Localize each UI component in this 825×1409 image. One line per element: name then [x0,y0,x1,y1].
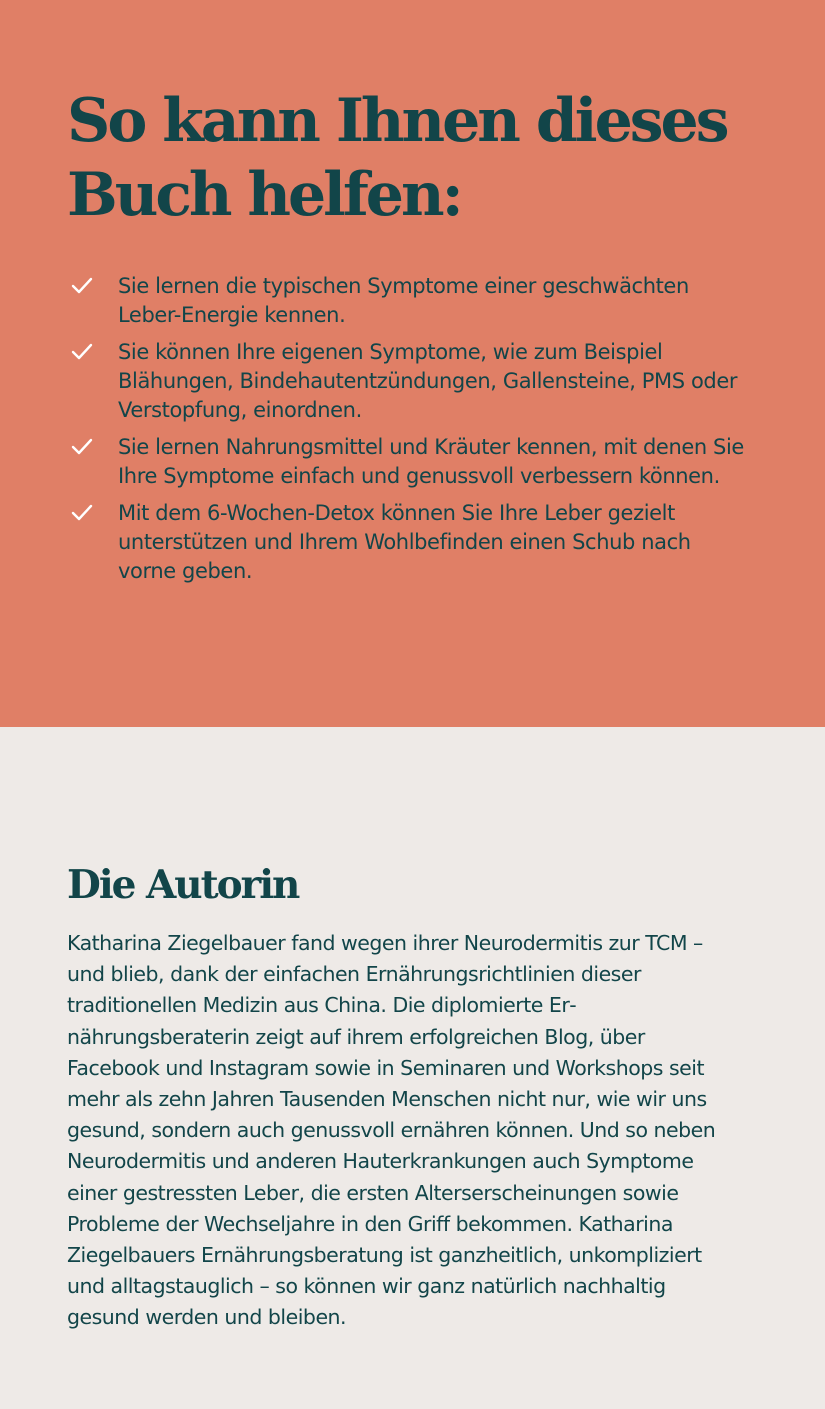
check-icon [71,342,93,362]
author-heading: Die Autorin [67,862,299,908]
list-item [67,433,747,491]
list-item-text: Sie können Ihre eigenen Symptome, wie zum Beispiel Blähungen, Bindehautentzündungen, Gallensteine, PMS oder Verstopfung, einordnen. [118,340,738,422]
list-item-text: Sie lernen Nahrungsmittel und Kräuter kennen, mit denen Sie Ihre Symptome einfach und genussvoll verbessern können. [118,435,744,488]
benefits-heading: So kann Ihnen dieses Buch helfen: [67,86,727,230]
list-item-text: Mit dem 6-Wochen-Detox können Sie Ihre Leber gezielt unterstützen und Ihrem Wohlbefinden einen Schub nach vorne geben. [118,501,691,583]
list-item [67,499,747,586]
benefit-list [67,272,747,594]
list-item [67,338,747,425]
author-bio: Katharina Ziegelbauer fand wegen ihrer Neurodermitis zur TCM – und blieb, dank der einfachen Ernährungsrichtlinien dieser traditionellen Medizin aus China. Die diplomierte Ernährungsberaterin zeigt auf ihrem erfolgreichen Blog, über Facebook und Instagram sowie in Seminaren und Workshops seit mehr als zehn Jahren Tausenden Menschen nicht nur, wie wir uns gesund, sondern auch genussvoll ernähren können. Und so neben Neurodermitis und anderen Hauterkrankungen auch Symptome einer gestressten Leber, die ersten Alterserscheinungen sowie Probleme der Wechseljahre in den Griff bekommen. Katharina Ziegelbauers Ernährungsberatung ist ganzheitlich, unkompliziert und alltagstauglich – so können wir ganz natürlich nachhaltig gesund werden und bleiben. [67,931,716,1330]
check-icon [71,276,93,296]
check-icon [71,437,93,457]
list-item-text: Sie lernen die typischen Symptome einer geschwächten Leber-Energie kennen. [118,274,689,327]
check-icon [71,503,93,523]
author-section [0,727,825,1409]
list-item [67,272,747,330]
